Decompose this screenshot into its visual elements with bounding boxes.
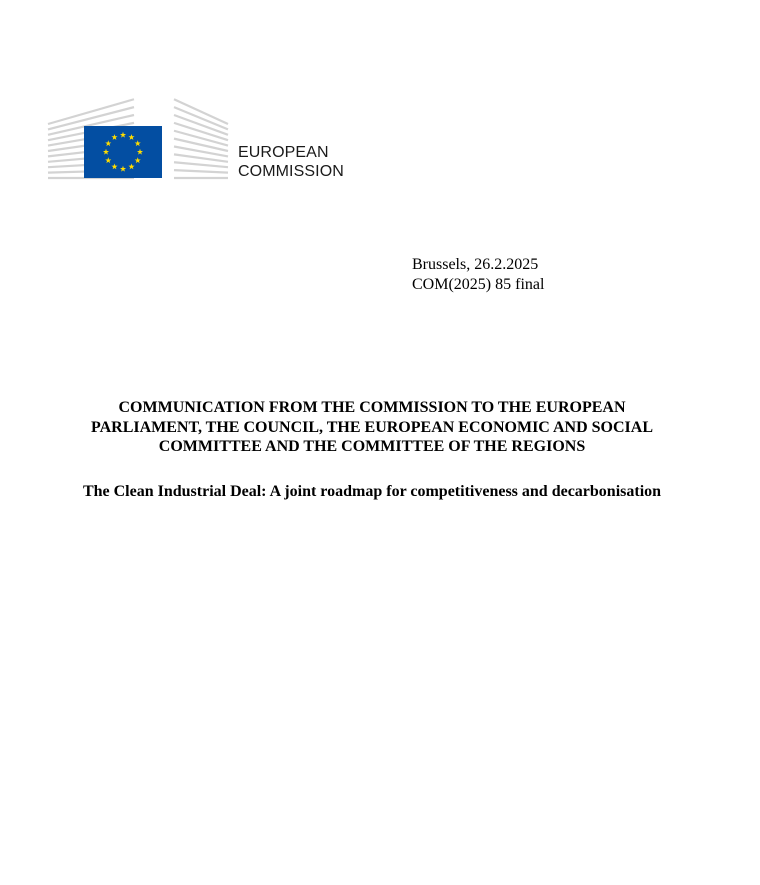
organisation-name-line2: COMMISSION <box>238 163 344 180</box>
building-stripe <box>48 99 134 124</box>
heading-line-1: COMMUNICATION FROM THE COMMISSION TO THE EUROPEAN <box>118 399 626 416</box>
organisation-name-line1: EUROPEAN <box>238 144 329 161</box>
communication-heading <box>40 398 704 457</box>
building-stripe <box>174 162 228 167</box>
organisation-name <box>238 143 344 181</box>
building-stripe <box>174 170 228 172</box>
heading-line-2: PARLIAMENT, THE COUNCIL, THE EUROPEAN ECONOMIC AND SOCIAL <box>91 418 653 436</box>
heading-line-3: COMMITTEE AND THE COMMITTEE OF THE REGIONS <box>158 438 586 455</box>
building-stripe <box>174 139 228 151</box>
place-and-date: Brussels, 26.2.2025 <box>412 256 539 273</box>
document-code: COM(2025) 85 final <box>412 276 545 293</box>
logo-graphic <box>46 86 236 186</box>
document-subtitle: The Clean Industrial Deal: A joint roadmap for competitiveness and decarbonisation <box>82 483 662 500</box>
document-reference <box>412 255 544 295</box>
building-stripes-right <box>174 99 228 178</box>
